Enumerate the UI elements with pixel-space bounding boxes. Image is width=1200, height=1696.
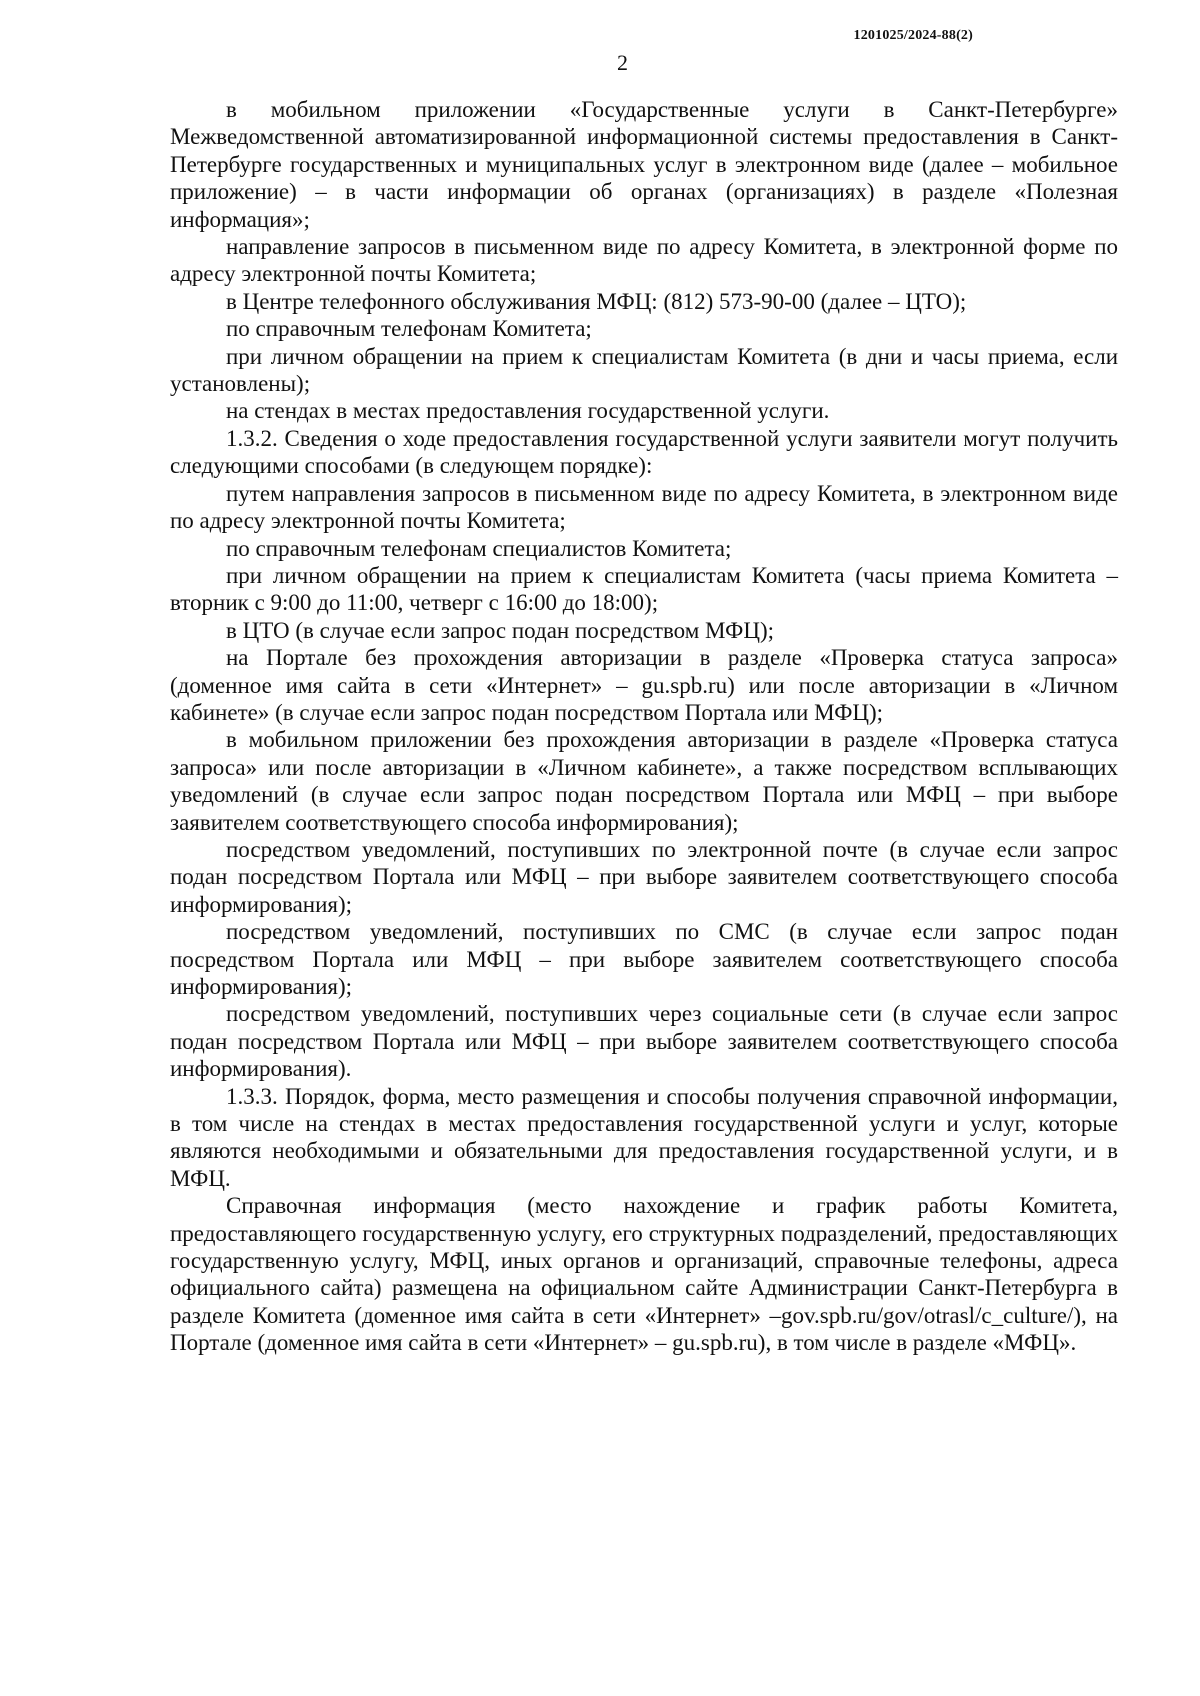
- paragraph: 1.3.2. Сведения о ходе предоставления государственной услуги заявители могут получить следующими способами (в следующем порядке):: [170, 425, 1118, 479]
- paragraph: посредством уведомлений, поступивших через социальные сети (в случае если запрос подан посредством Портала или МФЦ – при выборе заявителем соответствующего способа информирования).: [170, 1001, 1118, 1082]
- paragraph: в ЦТО (в случае если запрос подан посредством МФЦ);: [226, 617, 774, 643]
- paragraph: в мобильном приложении «Государственные услуги в Санкт-Петербурге» Межведомственной автоматизированной информационной системы предоставления в Санкт-Петербурге государственных и муниципальных услуг в электронном виде (далее – мобильное приложение) – в части информации об органах (организациях) в разделе «Полезная информация»;: [170, 97, 1118, 232]
- paragraph: на стендах в местах предоставления государственной услуги.: [226, 398, 830, 424]
- paragraph: при личном обращении на прием к специалистам Комитета (часы приема Комитета – вторник с 9:00 до 11:00, четверг с 16:00 до 18:00);: [170, 562, 1118, 616]
- page-number: 2: [617, 50, 628, 75]
- paragraph: путем направления запросов в письменном виде по адресу Комитета, в электронном виде по адресу электронной почты Комитета;: [170, 480, 1118, 534]
- paragraph: при личном обращении на прием к специалистам Комитета (в дни и часы приема, если установлены);: [170, 343, 1118, 397]
- paragraph: на Портале без прохождения авторизации в разделе «Проверка статуса запроса» (доменное имя сайта в сети «Интернет» – gu.spb.ru) или после авторизации в «Личном кабинете» (в случае если запрос подан посредством Портала или МФЦ);: [170, 645, 1118, 725]
- paragraph: в Центре телефонного обслуживания МФЦ: (812) 573-90-00 (далее – ЦТО);: [226, 288, 967, 314]
- paragraph: посредством уведомлений, поступивших по СМС (в случае если запрос подан посредством Портала или МФЦ – при выборе заявителем соответствующего способа информирования);: [170, 919, 1118, 999]
- paragraph: направление запросов в письменном виде по адресу Комитета, в электронной форме по адресу электронной почты Комитета;: [170, 234, 1118, 287]
- paragraph: посредством уведомлений, поступивших по электронной почте (в случае если запрос подан посредством Портала или МФЦ – при выборе заявителем соответствующего способа информирования);: [170, 836, 1118, 917]
- document-body: [170, 96, 1118, 1357]
- paragraph: по справочным телефонам Комитета;: [226, 316, 592, 342]
- paragraph: Справочная информация (место нахождение и график работы Комитета, предоставляющего государственную услугу, его структурных подразделений, предоставляющих государственную услугу, МФЦ, иных органов и организаций, справочные телефоны, адреса официального сайта) размещена на официальном сайте Администрации Санкт-Петербурга в разделе Комитета (доменное имя сайта в сети «Интернет» –gov.spb.ru/gov/otrasl/c_culture/), на Портале (доменное имя сайта в сети «Интернет» – gu.spb.ru), в том числе в разделе «МФЦ».: [170, 1193, 1118, 1356]
- document-id: 1201025/2024-88(2): [853, 28, 973, 43]
- paragraph: в мобильном приложении без прохождения авторизации в разделе «Проверка статуса запроса» или после авторизации в «Личном кабинете», а также посредством всплывающих уведомлений (в случае если запрос подан посредством Портала или МФЦ – при выборе заявителем соответствующего способа информирования);: [170, 727, 1118, 835]
- paragraph: по справочным телефонам специалистов Комитета;: [226, 535, 732, 561]
- paragraph: 1.3.3. Порядок, форма, место размещения и способы получения справочной информации, в том числе на стендах в местах предоставления государственной услуги и услуг, которые являются необходимыми и обязательными для предоставления государственной услуги, и в МФЦ.: [170, 1083, 1118, 1191]
